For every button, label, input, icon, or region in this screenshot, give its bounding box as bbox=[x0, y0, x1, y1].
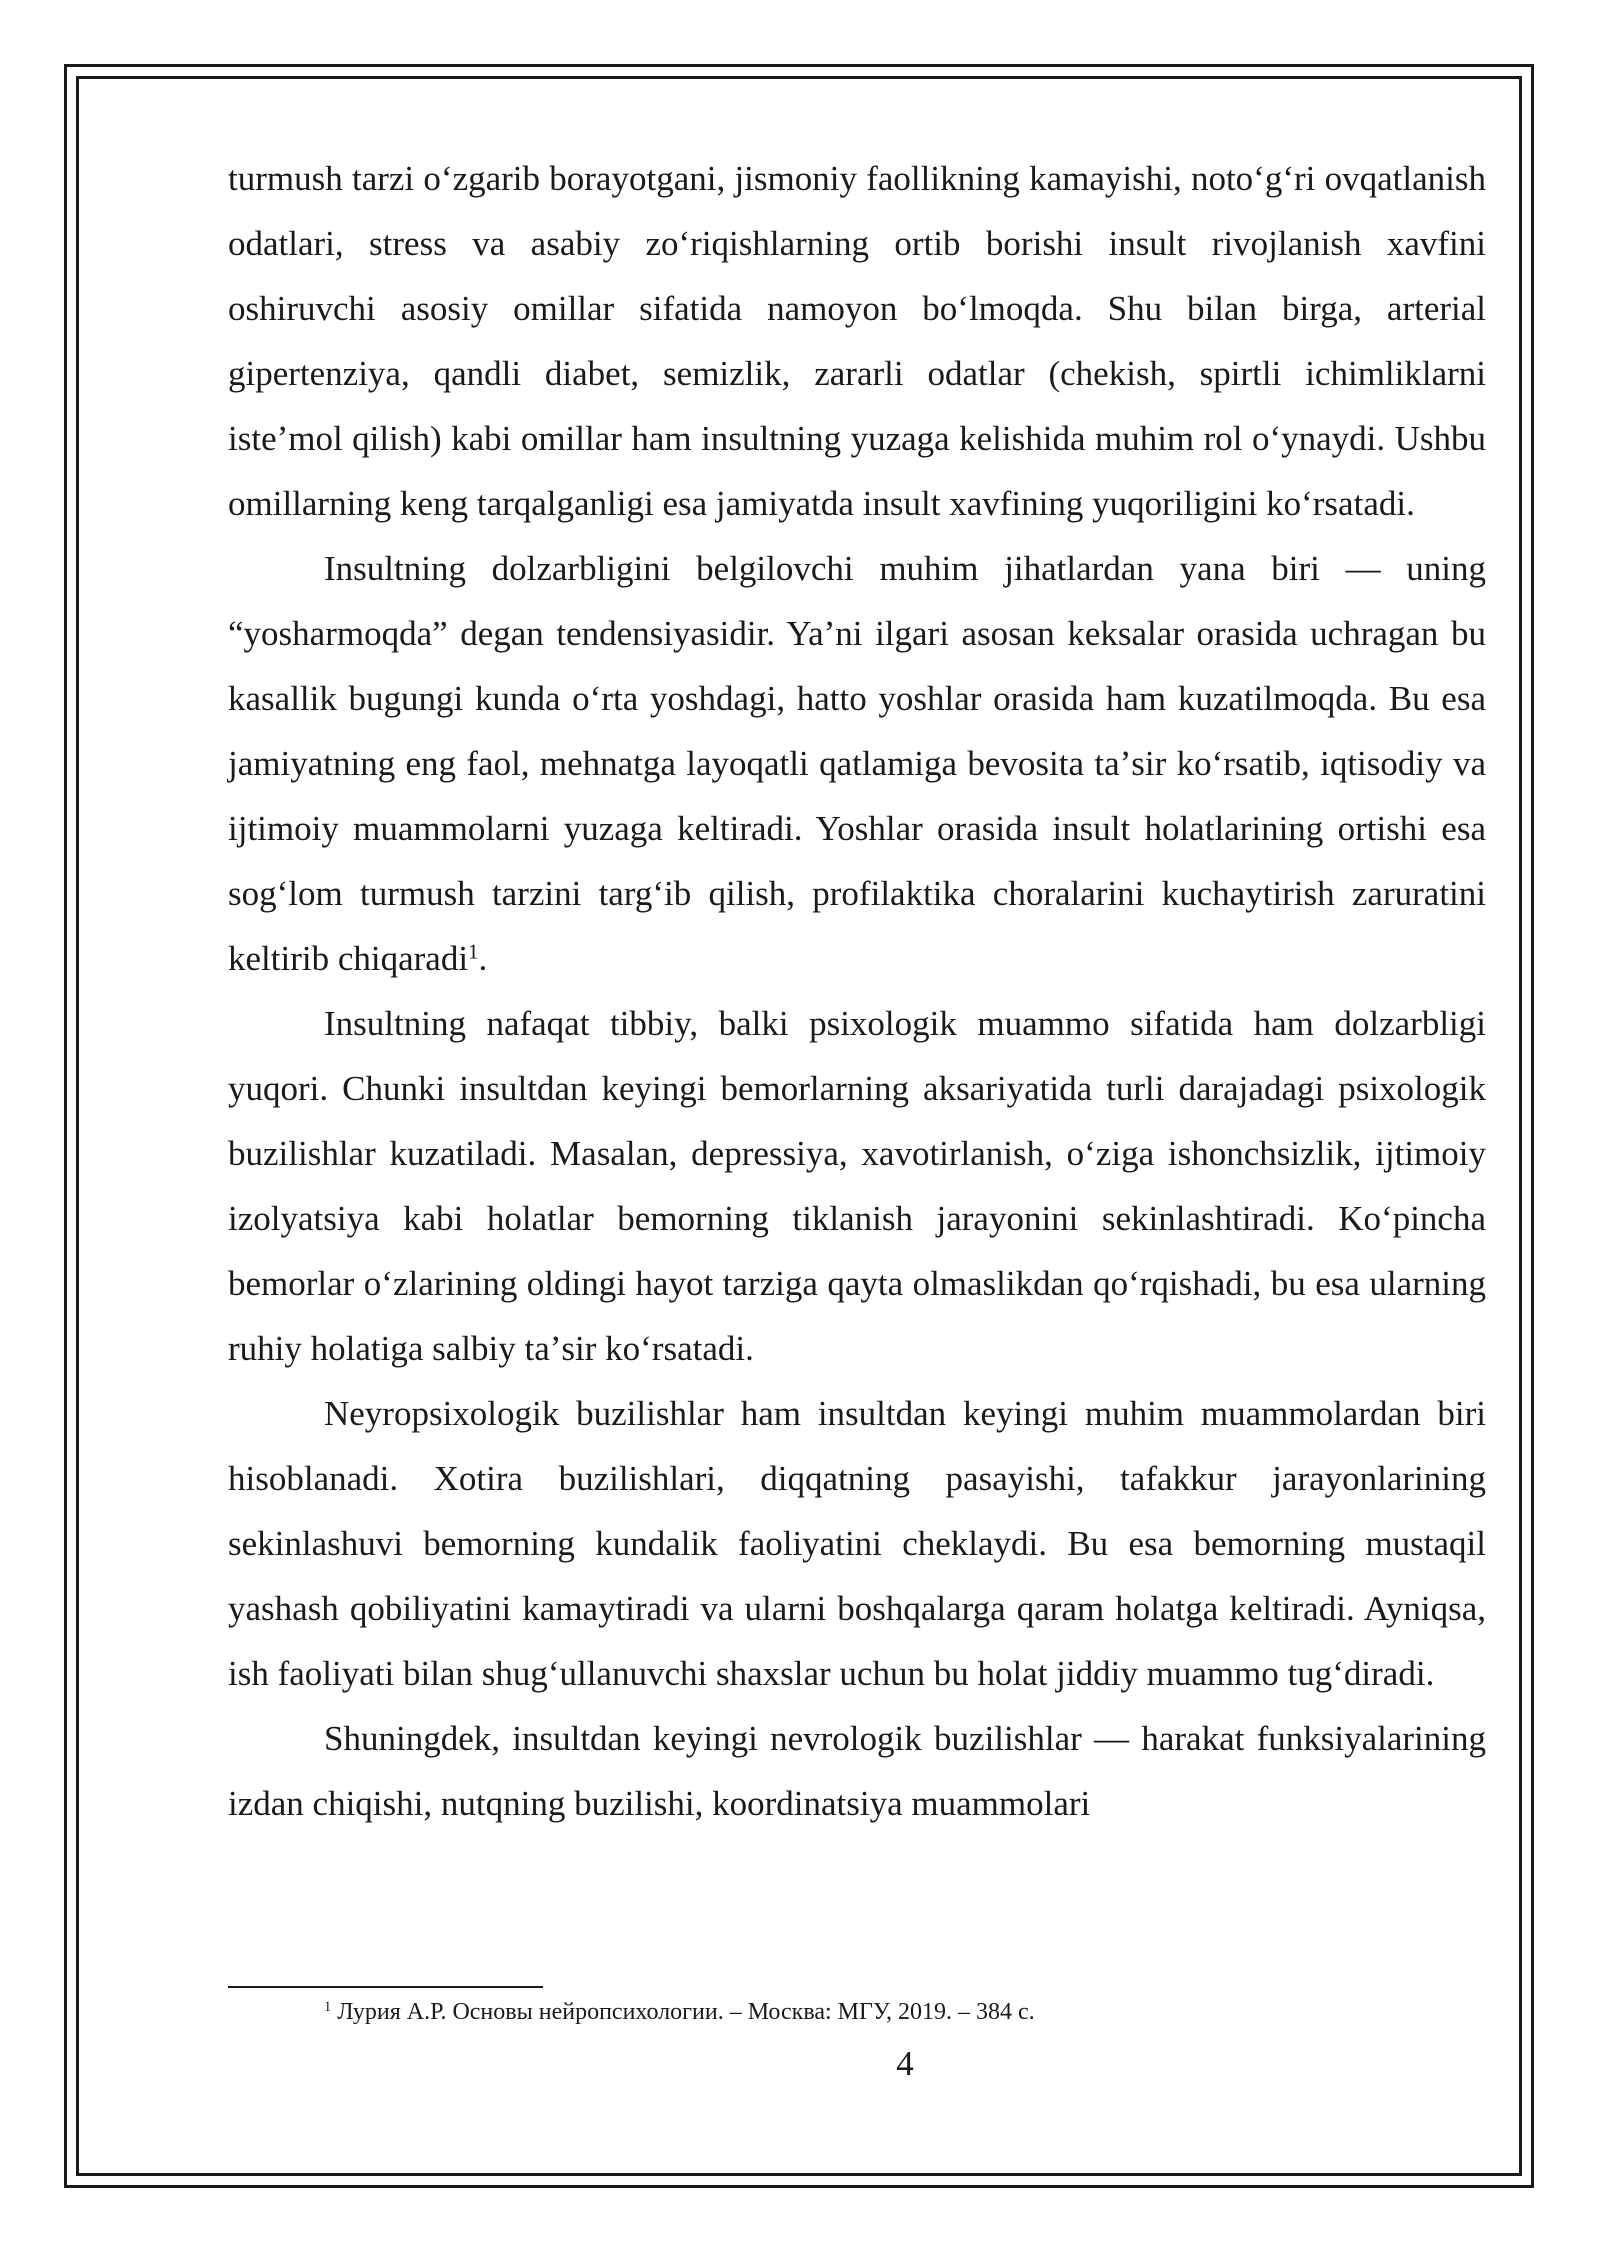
paragraph-5-text: Shuningdek, insultdan keyingi nevrologik buzilishlar — harakat funksiyalarining izdan chiqishi, nutqning buzilishi, koordinatsiya muammolari bbox=[228, 1719, 1486, 1823]
paragraph-2 bbox=[228, 536, 1486, 991]
footnote-citation: Лурия А.Р. Основы нейропсихологии. – Москва: МГУ, 2019. – 384 с. bbox=[337, 1999, 1035, 2025]
paragraph-5 bbox=[228, 1706, 1486, 1836]
paragraph-3-text: Insultning nafaqat tibbiy, balki psixologik muammo sifatida ham dolzarbligi yuqori. Chunki insultdan keyingi bemorlarning aksariyatida turli darajadagi psixologik buzilishlar kuzatiladi. Masalan, depressiya, xavotirlanish, oʻziga ishonchsizlik, ijtimoiy izolyatsiya kabi holatlar bemorning tiklanish jarayonini sekinlashtiradi. Koʻpincha bemorlar oʻzlarining oldingi hayot tarziga qayta olmaslikdan qoʻrqishadi, bu esa ularning ruhiy holatiga salbiy taʼsir koʻrsatadi. bbox=[228, 1004, 1486, 1368]
page-body bbox=[228, 146, 1486, 1836]
footnote-marker: 1 bbox=[324, 1999, 332, 2016]
paragraph-4-text: Neyropsixologik buzilishlar ham insultdan keyingi muhim muammolardan biri hisoblanadi. Xotira buzilishlari, diqqatning pasayishi, tafakkur jarayonlarining sekinlashuvi bemorning kundalik faoliyatini cheklaydi. Bu esa bemorning mustaqil yashash qobiliyatini kamaytiradi va ularni boshqalarga qaram holatga keltiradi. Ayniqsa, ish faoliyati bilan shugʻullanuvchi shaxslar uchun bu holat jiddiy muammo tugʻdiradi. bbox=[228, 1394, 1486, 1693]
paragraph-2-text: Insultning dolzarbligini belgilovchi muhim jihatlardan yana biri — uning “yosharmoqda” degan tendensiyasidir. Yaʼni ilgari asosan keksalar orasida uchragan bu kasallik bugungi kunda oʻrta yoshdagi, hatto yoshlar orasida ham kuzatilmoqda. Bu esa jamiyatning eng faol, mehnatga layoqatli qatlamiga bevosita taʼsir koʻrsatib, iqtisodiy va ijtimoiy muammolarni yuzaga keltiradi. Yoshlar orasida insult holatlarining ortishi esa sogʻlom turmush tarzini targʻib qilish, profilaktika choralarini kuchaytirish zaruratini keltirib chiqaradi bbox=[228, 549, 1486, 978]
paragraph-1-text: turmush tarzi oʻzgarib borayotgani, jismoniy faollikning kamayishi, notoʻgʻri ovqatlanish odatlari, stress va asabiy zoʻriqishlarning ortib borishi insult rivojlanish xavfini oshiruvchi asosiy omillar sifatida namoyon boʻlmoqda. Shu bilan birga, arterial gipertenziya, qandli diabet, semizlik, zararli odatlar (chekish, spirtli ichimliklarni isteʼmol qilish) kabi omillar ham insultning yuzaga kelishida muhim rol oʻynaydi. Ushbu omillarning keng tarqalganligi esa jamiyatda insult xavfining yuqoriligini koʻrsatadi. bbox=[228, 159, 1486, 523]
paragraph-1 bbox=[228, 146, 1486, 536]
page-number: 4 bbox=[896, 2044, 914, 2083]
paragraph-3 bbox=[228, 991, 1486, 1381]
paragraph-2-tail: . bbox=[478, 939, 488, 978]
footnote-reference[interactable]: 1 bbox=[468, 939, 479, 964]
footnote-1 bbox=[228, 1996, 1486, 2028]
footnote-separator bbox=[228, 1986, 543, 1988]
footnote-area bbox=[228, 1986, 1486, 2028]
paragraph-4 bbox=[228, 1381, 1486, 1706]
